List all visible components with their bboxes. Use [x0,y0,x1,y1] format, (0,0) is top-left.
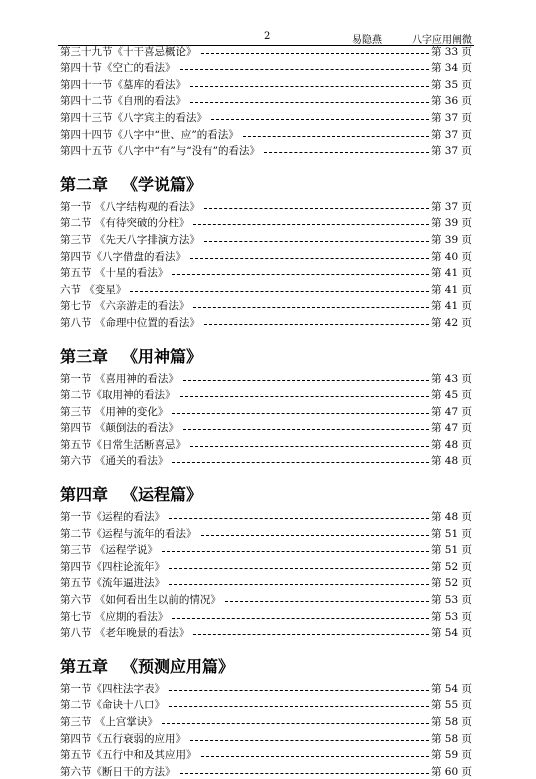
toc-entry-title: 第一节《四柱法字表》 [60,682,165,695]
chapter-number: 第四章 [60,485,109,505]
toc-entry-title: 第四十二节《自刑的看法》 [60,95,186,108]
dotted-leader [169,518,429,519]
toc-entry[interactable] [60,125,472,142]
toc-entry-title: 第六节《断日干的方法》 [60,765,176,778]
toc-entry-title: 第三节 《运程学说》 [60,544,158,557]
toc-entry-page: 第 53 页 [430,610,472,623]
dotted-leader [193,224,429,225]
toc-entry-page: 第 37 页 [430,111,472,124]
dotted-leader [172,413,429,414]
toc-entry-page: 第 51 页 [430,544,472,557]
author-name: 易隐燕 [352,35,382,46]
toc-entry-title: 第五节《日常生活断喜忌》 [60,438,186,451]
table-of-contents [60,42,472,779]
page-number: 2 [264,31,271,42]
toc-entry-title: 第三节 《用神的变化》 [60,405,169,418]
toc-entry[interactable] [60,762,472,779]
toc-entry[interactable] [60,313,472,330]
toc-entry-title: 第四节《四柱论流年》 [60,560,165,573]
toc-entry-page: 第 53 页 [430,594,472,607]
chapter-number: 第二章 [60,175,109,195]
toc-entry-page: 第 47 页 [430,405,472,418]
toc-entry[interactable] [60,369,472,386]
toc-entry[interactable] [60,214,472,231]
toc-entry[interactable] [60,419,472,436]
toc-entry-title: 第一节 《喜用神的看法》 [60,372,179,385]
toc-entry[interactable] [60,746,472,763]
toc-section [60,648,472,779]
toc-entry[interactable] [60,435,472,452]
toc-entry-title: 第七节 《六亲游走的看法》 [60,300,190,313]
dotted-leader [169,568,429,569]
dotted-leader [211,119,429,120]
toc-entry-title: 第三节 《先天八字排演方法》 [60,233,200,246]
toc-entry-title: 第三十九节《十干喜忌概论》 [60,45,197,58]
dotted-leader [162,723,429,724]
toc-entry-page: 第 33 页 [430,45,472,58]
toc-entry[interactable] [60,247,472,264]
toc-entry-page: 第 40 页 [430,250,472,263]
toc-entry[interactable] [60,712,472,729]
toc-entry-title: 第三节 《上宫掌诀》 [60,716,158,728]
toc-entry-page: 第 45 页 [430,389,472,402]
toc-section [60,476,472,640]
dotted-leader [190,86,429,87]
dotted-leader [201,535,429,536]
toc-entry[interactable] [60,574,472,591]
dotted-leader [162,551,429,552]
chapter-title: 《学说篇》 [122,175,203,195]
toc-entry[interactable] [60,696,472,713]
toc-entry[interactable] [60,607,472,624]
chapter-number: 第五章 [60,657,109,677]
toc-entry-page: 第 58 页 [430,732,472,745]
dotted-leader [204,324,429,325]
toc-entry-page: 第 34 页 [430,62,472,75]
chapter-heading [60,648,472,679]
toc-entry-page: 第 47 页 [430,422,472,435]
dotted-leader [193,634,429,635]
dotted-leader [169,690,429,691]
dotted-leader [201,53,429,54]
toc-entry[interactable] [60,524,472,541]
toc-entry-page: 第 60 页 [430,765,472,778]
dotted-leader [172,462,429,463]
toc-entry-title: 第七节 《应期的看法》 [60,610,169,623]
toc-entry[interactable] [60,507,472,524]
toc-entry-title: 第四十五节《八字中“有”与“没有”的看法》 [60,145,260,158]
dotted-leader [169,584,429,585]
toc-entry-page: 第 48 页 [430,455,472,468]
toc-entry-page: 第 59 页 [430,749,472,762]
chapter-heading [60,166,472,197]
toc-entry-page: 第 41 页 [430,283,472,296]
toc-entry-page: 第 41 页 [430,300,472,313]
dotted-leader [180,773,429,774]
toc-entry[interactable] [60,729,472,746]
toc-entry-page: 第 55 页 [430,699,472,712]
toc-entry[interactable] [60,590,472,607]
toc-entry-title: 第五节 《十星的看法》 [60,267,169,280]
toc-entry[interactable] [60,142,472,159]
toc-entry-title: 第一节《运程的看法》 [60,511,165,524]
toc-entry-title: 第二节《取用神的看法》 [60,389,176,402]
toc-entry[interactable] [60,679,472,696]
toc-entry[interactable] [60,108,472,125]
toc-entry[interactable] [60,624,472,641]
dotted-leader [264,152,429,153]
toc-entry[interactable] [60,59,472,76]
toc-section [60,42,472,158]
toc-entry-page: 第 51 页 [430,527,472,540]
toc-entry-page: 第 36 页 [430,95,472,108]
toc-entry-title: 第二节 《有待突破的分柱》 [60,217,190,230]
toc-entry-title: 第四十三节《八字宾主的看法》 [60,111,207,124]
dotted-leader [190,740,429,741]
toc-entry-page: 第 52 页 [430,560,472,573]
chapter-title: 《用神篇》 [122,346,203,366]
chapter-title: 《运程篇》 [122,485,203,505]
chapter-heading [60,338,472,369]
toc-entry-title: 第四节《五行衰弱的应用》 [60,732,186,745]
toc-entry-page: 第 41 页 [430,267,472,280]
toc-entry[interactable] [60,557,472,574]
toc-entry[interactable] [60,280,472,297]
toc-section [60,338,472,469]
dotted-leader [172,618,429,619]
toc-entry[interactable] [60,92,472,109]
toc-entry-page: 第 42 页 [430,316,472,329]
toc-entry-title: 第六节 《如何看出生以前的情况》 [60,594,221,607]
chapter-number: 第三章 [60,346,109,366]
toc-entry[interactable] [60,42,472,59]
toc-entry-page: 第 54 页 [430,627,472,640]
toc-entry[interactable] [60,402,472,419]
dotted-leader [130,291,429,292]
toc-entry[interactable] [60,264,472,281]
toc-entry-title: 六节 《变星》 [60,283,127,296]
dotted-leader [225,601,429,602]
dotted-leader [172,274,429,275]
dotted-leader [204,241,429,242]
dotted-leader [201,756,429,757]
toc-entry-page: 第 54 页 [430,682,472,695]
dotted-leader [190,258,429,259]
dotted-leader [190,446,429,447]
toc-entry-title: 第五节《流年逼进法》 [60,577,165,590]
toc-entry-title: 第八节 《老年晚景的看法》 [60,627,190,640]
toc-entry-page: 第 37 页 [430,128,472,141]
dotted-leader [190,102,429,103]
toc-entry-title: 第四十节《空亡的看法》 [60,62,176,75]
dotted-leader [180,396,429,397]
toc-entry[interactable] [60,386,472,403]
toc-entry-page: 第 48 页 [430,438,472,451]
toc-entry-title: 第八节 《命理中位置的看法》 [60,316,200,329]
toc-entry-title: 第四节《八字借盘的看法》 [60,250,186,263]
toc-entry-page: 第 37 页 [430,145,472,158]
toc-entry-title: 第五节《五行中和及其应用》 [60,749,197,762]
toc-entry[interactable] [60,452,472,469]
dotted-leader [243,136,429,137]
toc-entry-title: 第四十一节《墓库的看法》 [60,78,186,91]
toc-entry-title: 第四十四节《八字中“世、应”的看法》 [60,128,239,141]
toc-entry[interactable] [60,297,472,314]
toc-entry-page: 第 39 页 [430,217,472,230]
toc-entry-page: 第 52 页 [430,577,472,590]
toc-entry[interactable] [60,197,472,214]
toc-entry-page: 第 48 页 [430,511,472,524]
chapter-heading [60,476,472,507]
toc-entry[interactable] [60,541,472,558]
dotted-leader [183,380,429,381]
toc-entry-page: 第 39 页 [430,233,472,246]
toc-entry-page: 第 43 页 [430,372,472,385]
dotted-leader [169,706,429,707]
toc-entry-page: 第 35 页 [430,78,472,91]
toc-entry-title: 第二节《命诀十八口》 [60,699,165,712]
toc-entry-title: 第六节 《通关的看法》 [60,455,169,468]
toc-entry-page: 第 37 页 [430,200,472,213]
book-title: 八字应用阐微 [412,35,472,46]
toc-entry-title: 第二节《运程与流年的看法》 [60,527,197,540]
toc-entry-page: 第 58 页 [430,716,472,728]
dotted-leader [183,429,429,430]
toc-entry[interactable] [60,230,472,247]
dotted-leader [204,208,429,209]
dotted-leader [193,307,429,308]
dotted-leader [180,69,429,70]
chapter-title: 《预测应用篇》 [122,657,235,677]
toc-entry-title: 第一节 《八字结构观的看法》 [60,200,200,213]
toc-entry-title: 第四节 《颠倒法的看法》 [60,422,179,435]
toc-entry[interactable] [60,75,472,92]
toc-section [60,166,472,330]
